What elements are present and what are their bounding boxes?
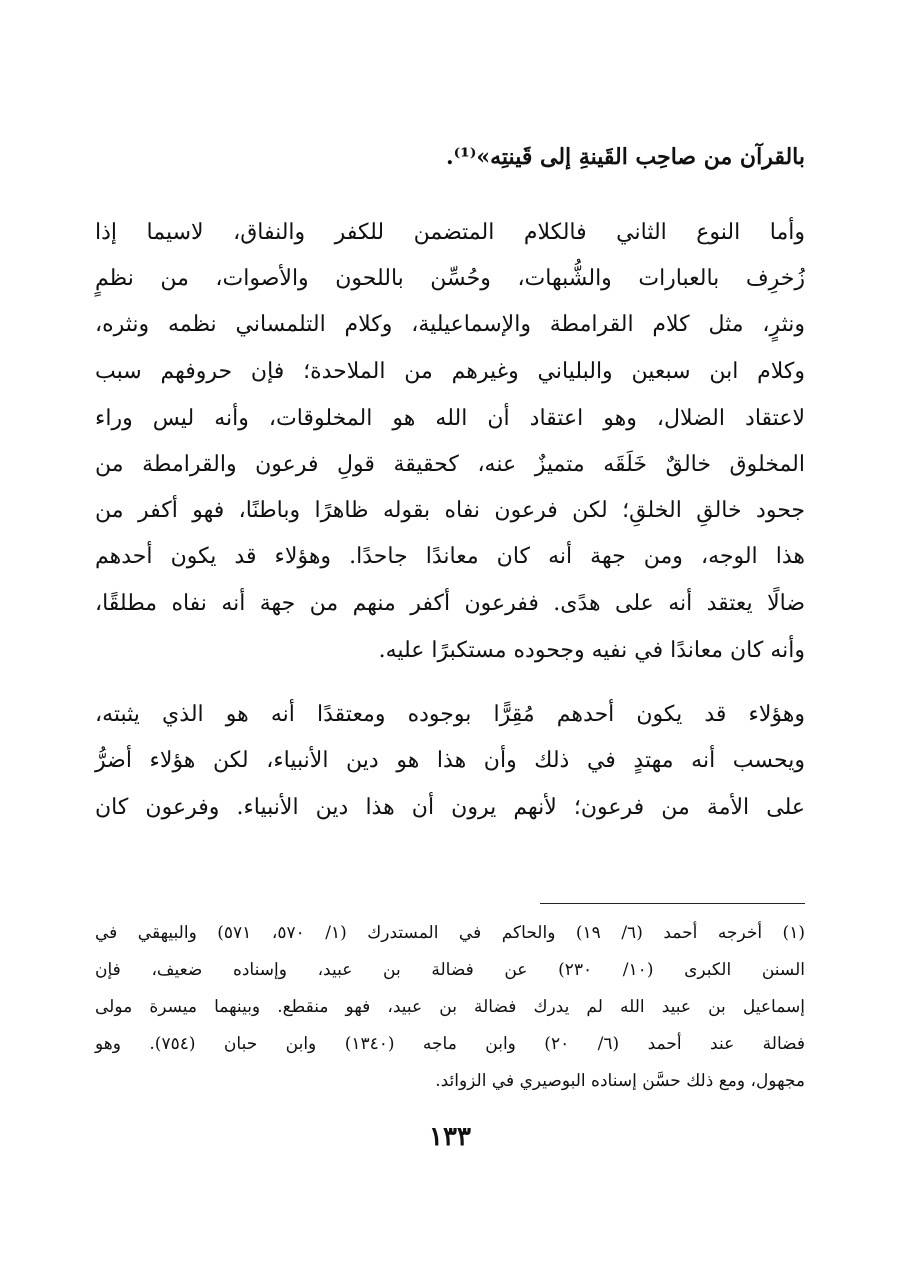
body-line-11: وأنه كان معاندًا في نفيه وجحوده مستكبرًا عليه.	[378, 638, 805, 663]
body-line-8: جحود خالقِ الخلقِ؛ لكن فرعون نفاه بقوله ظاهرًا وباطنًا، فهو أكفر من	[95, 498, 805, 523]
footnote-line-5: مجهول، ومع ذلك حسَّن إسناده البوصيري في الزوائد.	[435, 1071, 805, 1091]
body-line-10: ضالًا يعتقد أنه على هدًى. ففرعون أكفر منهم من جهة أنه نفاه مطلقًا،	[95, 591, 805, 616]
body-line-2: وأما النوع الثاني فالكلام المتضمن للكفر والنفاق، لاسيما إذا	[95, 220, 805, 245]
page-number: ١٣٣	[429, 1122, 471, 1152]
body-line-6: لاعتقاد الضلال، وهو اعتقاد أن الله هو المخلوقات، وأنه ليس وراء	[95, 406, 805, 431]
body-line-14: على الأمة من فرعون؛ لأنهم يرون أن هذا دين الأنبياء. وفرعون كان	[95, 795, 805, 820]
body-line-3: زُخرِف بالعبارات والشُّبهات، وحُسِّن باللحون والأصوات، من نظمٍ	[95, 266, 805, 291]
footnote-line-3: إسماعيل بن عبيد الله لم يدرك فضالة بن عبيد، فهو منقطع. وبينهما ميسرة مولى	[95, 997, 805, 1017]
footnote-line-2: السنن الكبرى (١٠/ ٢٣٠) عن فضالة بن عبيد، وإسناده ضعيف، فإن	[95, 960, 806, 980]
body-line-9: هذا الوجه، ومن جهة أنه كان معاندًا جاحدًا. وهؤلاء قد يكون أحدهم	[95, 544, 805, 569]
body-line-12: وهؤلاء قد يكون أحدهم مُقِرًّا بوجوده ومعتقدًا أنه هو الذي يثبته،	[95, 702, 805, 727]
footnote-line-4: فضالة عند أحمد (٦/ ٢٠) وابن ماجه (١٣٤٠) وابن حبان (٧٥٤). وهو	[95, 1034, 805, 1054]
footnote-line-1: (١) أخرجه أحمد (٦/ ١٩) والحاكم في المستدرك (١/ ٥٧٠، ٥٧١) والبيهقي في	[95, 923, 805, 943]
body-line-1: بالقرآن من صاحِب القَينةِ إلى قَينتِه»⁽¹⁾.	[445, 144, 805, 170]
body-line-13: ويحسب أنه مهتدٍ في ذلك وأن هذا هو دين الأنبياء، لكن هؤلاء أضرُّ	[95, 748, 805, 773]
body-line-4: ونثرٍ، مثل كلام القرامطة والإسماعيلية، وكلام التلمساني نظمه ونثره،	[95, 312, 805, 337]
footnote-text	[95, 0, 805, 1110]
body-line-5: وكلام ابن سبعين والبلياني وغيرهم من الملاحدة؛ فإن حروفهم سبب	[95, 359, 805, 384]
body-line-7: المخلوق خالقٌ خَلَقَه متميزٌ عنه، كحقيقة قولِ فرعون والقرامطة من	[95, 452, 805, 477]
